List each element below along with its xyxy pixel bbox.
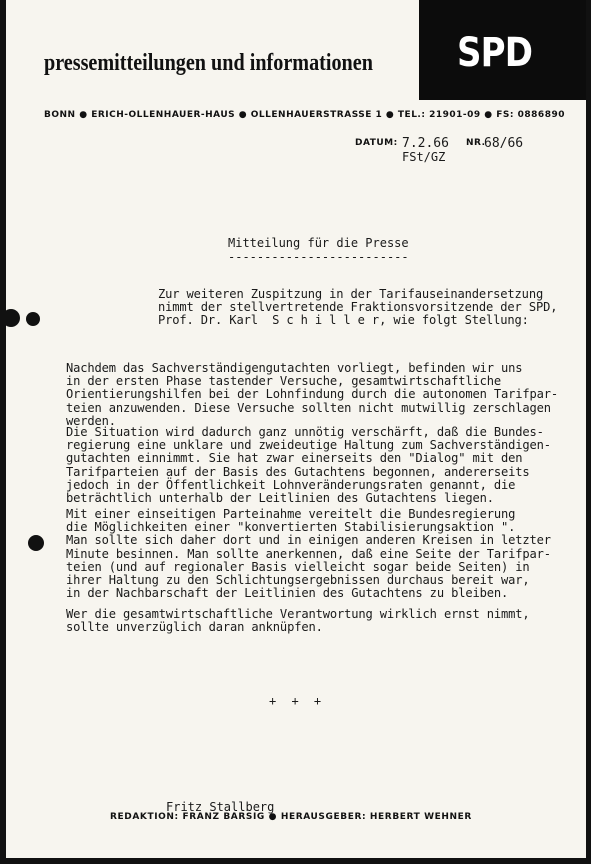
datum-value: 7.2.66: [402, 136, 449, 151]
punch-hole-upper-left: [6, 309, 20, 327]
punch-hole-upper-right: [26, 312, 40, 326]
paragraph-2: Die Situation wird dadurch ganz unnötig verschärft, daß die Bundes- regierung eine unklare und zweideutige Haltung zum Sachverständigen- gutachten einnimmt. Sie hat zwar einerseits den "Dialog" mit den Tarifparteien auf der Basis des Gutachtens begonnen, andererseits jedoch in der Öffentlichkeit Lohnveränderungsraten genannt, die beträchtlich unterhalb der Leitlinien des Gutachtens liegen.: [66, 425, 551, 506]
spd-logo: SPD: [457, 30, 533, 76]
nr-value: 68/66: [484, 136, 524, 151]
signature: Fritz Stallberg: [166, 800, 275, 814]
document-page: [6, 0, 586, 858]
paragraph-1: Nachdem das Sachverständigengutachten vorliegt, befinden wir uns in der ersten Phase tastender Versuche, gesamtwirtschaftliche Orientierungshilfen bei der Lohnfindung durch die autonomen Tarifpar- teien anzuwenden. Diese Versuche sollten nicht mutwillig zerschlagen werden.: [66, 361, 559, 428]
address-line: BONN ● ERICH-OLLENHAUER-HAUS ● OLLENHAUERSTRASSE 1 ● TEL.: 21901-09 ● FS: 0886890: [44, 110, 565, 120]
paragraph-3: Mit einer einseitigen Parteinahme vereitelt die Bundesregierung die Möglichkeiten einer "konvertierten Stabilisierungsaktion ". Man sollte sich daher dort und in einigen anderen Kreisen in letzter Minute besinnen. Man sollte anerkennen, daß eine Seite der Tarifpar- teien (und auf regionaler Basis vielleicht sogar beide Seiten) in ihrer Haltung zu den Schlichtungsergebnissen durchaus bereit war, in der Nachbarschaft der Leitlinien des Gutachtens zu bleiben.: [66, 507, 551, 601]
intro-paragraph: Zur weiteren Zuspitzung in der Tarifauseinandersetzung nimmt der stellvertretende Fraktionsvorsitzende der SPD, Prof. Dr. Karl S c h i l l e r, wie folgt Stellung:: [158, 287, 558, 328]
end-mark: + + +: [269, 694, 326, 708]
masthead-title: pressemitteilungen und informationen: [44, 50, 373, 76]
punch-hole-lower: [28, 535, 44, 551]
footer-credits: REDAKTION: FRANZ BARSIG ● HERAUSGEBER: HERBERT WEHNER: [110, 812, 472, 822]
title-underline: -------------------------: [228, 250, 409, 264]
datum-label: DATUM:: [355, 138, 398, 148]
paragraph-4: Wer die gesamtwirtschaftliche Verantwortung wirklich ernst nimmt, sollte unverzüglich daran anknüpfen.: [66, 607, 530, 635]
document-title: Mitteilung für die Presse: [228, 236, 409, 250]
sign-code: FSt/GZ: [402, 150, 446, 164]
nr-label: NR.: [466, 138, 486, 148]
